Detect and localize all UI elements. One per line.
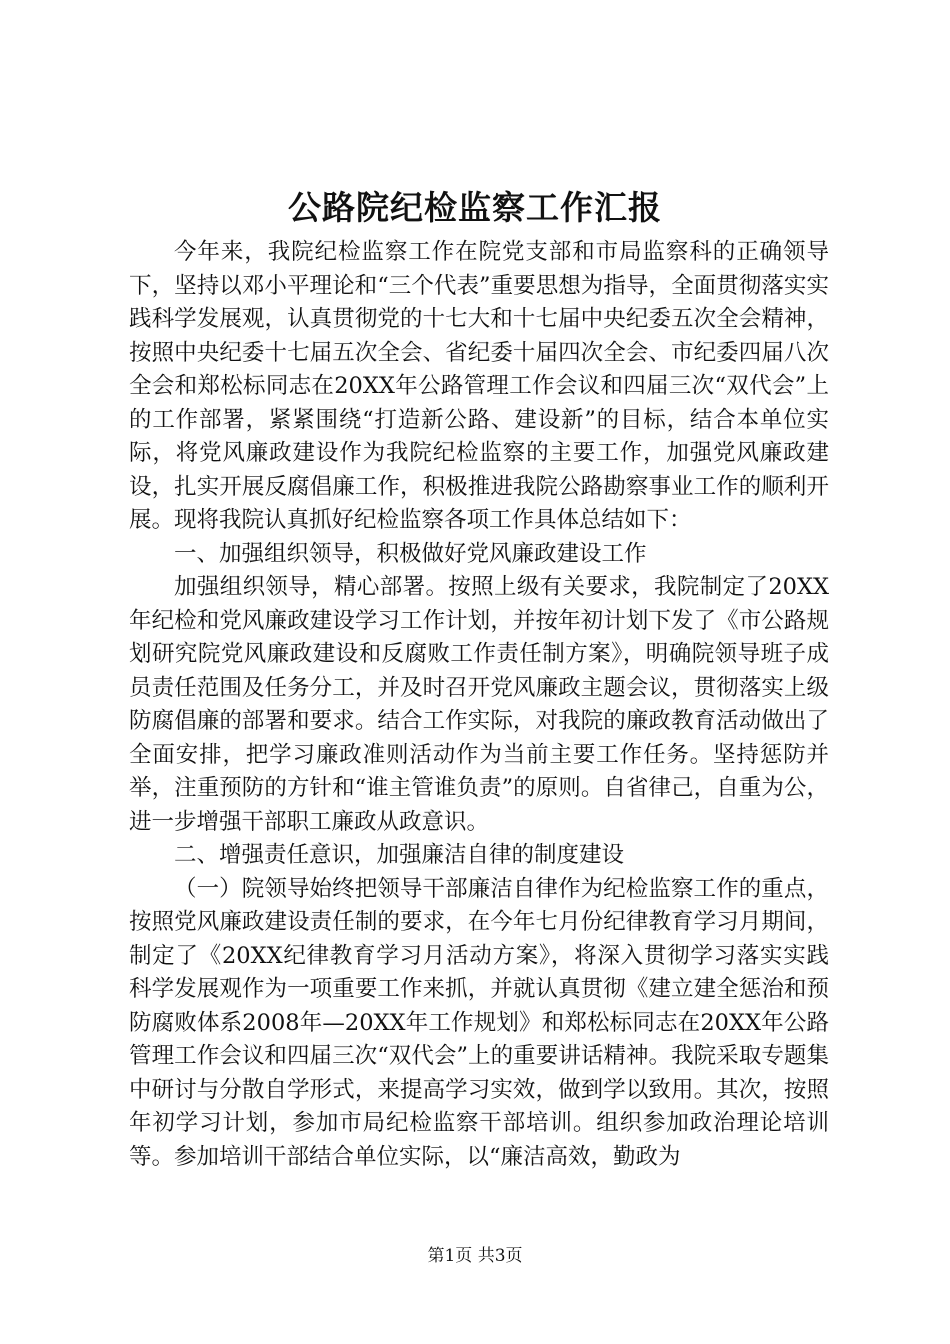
document-title: 公路院纪检监察工作汇报 [288,188,662,227]
section-heading-2: 二、增强责任意识，加强廉洁自律的制度建设 [174,842,625,868]
paragraph-section-2-1: （一）院领导始终把领导干部廉洁自律作为纪检监察工作的重点，按照党风廉政建设责任制的要求，在今年七月份纪律教育学习月期间，制定了《20XX纪律教育学习月活动方案》，将深入贯彻学习落实实践科学发展观作为一项重要工作来抓，并就认真贯彻《建立建全惩治和预防腐败体系2008年—20XX年工作规划》和郑松标同志在20XX年公路管理工作会议和四届三次“双代会”上的重要讲话精神。我院采取专题集中研讨与分散自学形式，来提高学习实效，做到学以致用。其次，按照年初学习计划，参加市局纪检监察干部培训。组织参加政治理论培训等。参加培训干部结合单位实际，以“廉洁高效，勤政为 [129,875,829,1170]
document-body [129,236,829,1174]
page-number: 第1页 共3页 [427,1246,523,1266]
paragraph-section-1: 加强组织领导，精心部署。按照上级有关要求，我院制定了20XX年纪检和党风廉政建设学习工作计划，并按年初计划下发了《市公路规划研究院党风廉政建设和反腐败工作责任制方案》，明确院领导班子成员责任范围及任务分工，并及时召开党风廉政主题会议，贯彻落实上级防腐倡廉的部署和要求。结合工作实际，对我院的廉政教育活动做出了全面安排，把学习廉政准则活动作为当前主要工作任务。坚持惩防并举，注重预防的方针和“谁主管谁负责”的原则。自省律己，自重为公，进一步增强干部职工廉政从政意识。 [129,574,829,835]
section-heading-1: 一、加强组织领导，积极做好党风廉政建设工作 [174,540,647,567]
paragraph-intro: 今年来，我院纪检监察工作在院党支部和市局监察科的正确领导下，坚持以邓小平理论和“三个代表”重要思想为指导，全面贯彻落实实践科学发展观，认真贯彻党的十七大和十七届中央纪委五次全会精神，按照中央纪委十七届五次全会、省纪委十届四次全会、市纪委四届八次全会和郑松标同志在20XX年公路管理工作会议和四届三次“双代会”上的工作部署，紧紧围绕“打造新公路、建设新”的目标，结合本单位实际，将党风廉政建设作为我院纪检监察的主要工作，加强党风廉政建设，扎实开展反腐倡廉工作，积极推进我院公路勘察事业工作的顺利开展。现将我院认真抓好纪检监察各项工作具体总结如下： [129,239,829,533]
